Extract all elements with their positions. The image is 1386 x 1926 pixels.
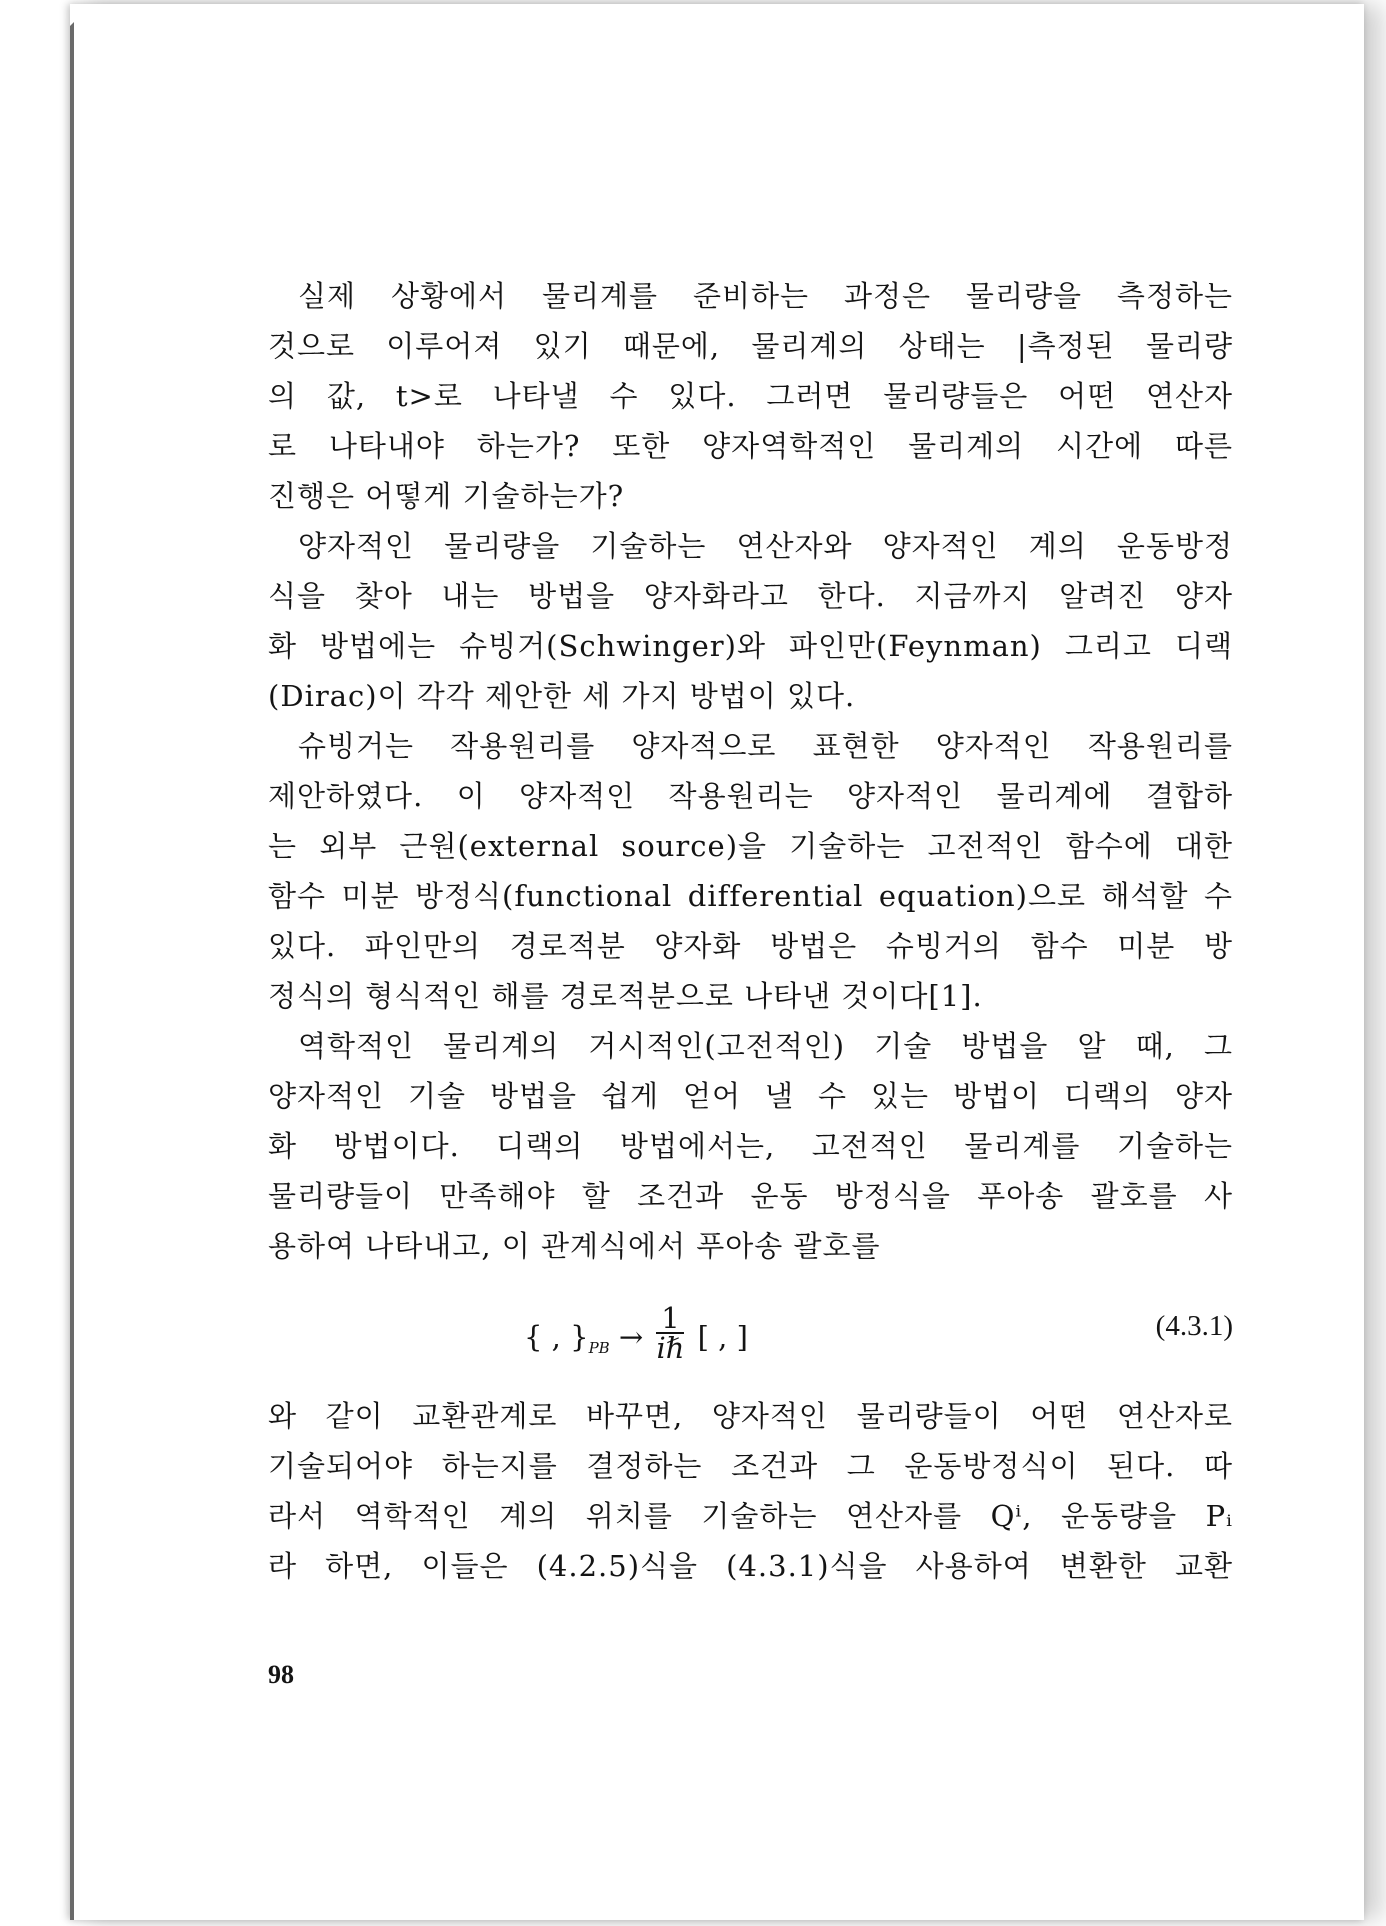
poisson-bracket: { , } — [524, 1320, 589, 1354]
paragraph-3-line-3: 는 외부 근원(external source)을 기술하는 고전적인 함수에 대한 — [268, 829, 1233, 863]
paragraph-2-line-3: 화 방법에는 슈빙거(Schwinger)와 파인만(Feynman) 그리고 디랙 — [268, 629, 1233, 663]
paragraph-1-line-1: 실제 상황에서 물리계를 준비하는 과정은 물리량을 측정하는 — [298, 279, 1233, 313]
fraction — [656, 1301, 685, 1365]
commutator-bracket: [ , ] — [697, 1320, 748, 1354]
paragraph-4-line-4: 물리량들이 만족해야 할 조건과 운동 방정식을 푸아송 괄호를 사 — [268, 1179, 1233, 1213]
fraction-numerator: 1 — [656, 1304, 684, 1334]
paragraph-3-line-1: 슈빙거는 작용원리를 양자적으로 표현한 양자적인 작용원리를 — [298, 729, 1233, 763]
after-equation-line-2: 기술되어야 하는지를 결정하는 조건과 그 운동방정식이 된다. 따 — [268, 1449, 1233, 1483]
paragraph-2-line-1: 양자적인 물리량을 기술하는 연산자와 양자적인 계의 운동방정 — [298, 529, 1233, 563]
poisson-bracket-subscript: PB — [588, 1339, 610, 1357]
paragraph-3-line-4: 함수 미분 방정식(functional differential equation)으로 해석할 수 — [268, 879, 1233, 913]
arrow-symbol: → — [618, 1320, 644, 1354]
equation-4-3-1 — [268, 1301, 1233, 1365]
paragraph-4-line-2: 양자적인 기술 방법을 쉽게 얻어 낼 수 있는 방법이 디랙의 양자 — [268, 1079, 1233, 1113]
paragraph-3-line-6: 정식의 형식적인 해를 경로적분으로 나타낸 것이다[1]. — [268, 979, 983, 1013]
paragraph-1-line-2: 것으로 이루어져 있기 때문에, 물리계의 상태는 |측정된 물리량 — [268, 329, 1233, 363]
equation-body — [524, 1301, 748, 1368]
paragraph-1-line-5: 진행은 어떻게 기술하는가? — [268, 479, 625, 513]
paragraph-4-line-3: 화 방법이다. 디랙의 방법에서는, 고전적인 물리계를 기술하는 — [268, 1129, 1233, 1163]
paragraph-2-line-4: (Dirac)이 각각 제안한 세 가지 방법이 있다. — [268, 679, 856, 713]
after-equation-line-1: 와 같이 교환관계로 바꾸면, 양자적인 물리량들이 어떤 연산자로 — [268, 1399, 1233, 1433]
page-number: 98 — [268, 1660, 294, 1689]
after-equation-line-4: 라 하면, 이들은 (4.2.5)식을 (4.3.1)식을 사용하여 변환한 교환 — [268, 1549, 1233, 1583]
paragraph-3-line-2: 제안하였다. 이 양자적인 작용원리는 양자적인 물리계에 결합하 — [268, 779, 1233, 813]
paragraph-3-line-5: 있다. 파인만의 경로적분 양자화 방법은 슈빙거의 함수 미분 방 — [268, 929, 1233, 963]
equation-number: (4.3.1) — [1155, 1310, 1233, 1342]
after-equation-line-3: 라서 역학적인 계의 위치를 기술하는 연산자를 Qⁱ, 운동량을 Pᵢ — [268, 1499, 1233, 1533]
paragraph-1-line-3: 의 값, t>로 나타낼 수 있다. 그러면 물리량들은 어떤 연산자 — [268, 379, 1233, 413]
paragraph-4-line-5: 용하여 나타내고, 이 관계식에서 푸아송 괄호를 — [268, 1229, 881, 1263]
fraction-denominator: iℏ — [656, 1331, 685, 1365]
paragraph-1-line-4: 로 나타내야 하는가? 또한 양자역학적인 물리계의 시간에 따른 — [268, 429, 1233, 463]
paragraph-4-line-1: 역학적인 물리계의 거시적인(고전적인) 기술 방법을 알 때, 그 — [298, 1029, 1233, 1063]
paragraph-2-line-2: 식을 찾아 내는 방법을 양자화라고 한다. 지금까지 알려진 양자 — [268, 579, 1233, 613]
